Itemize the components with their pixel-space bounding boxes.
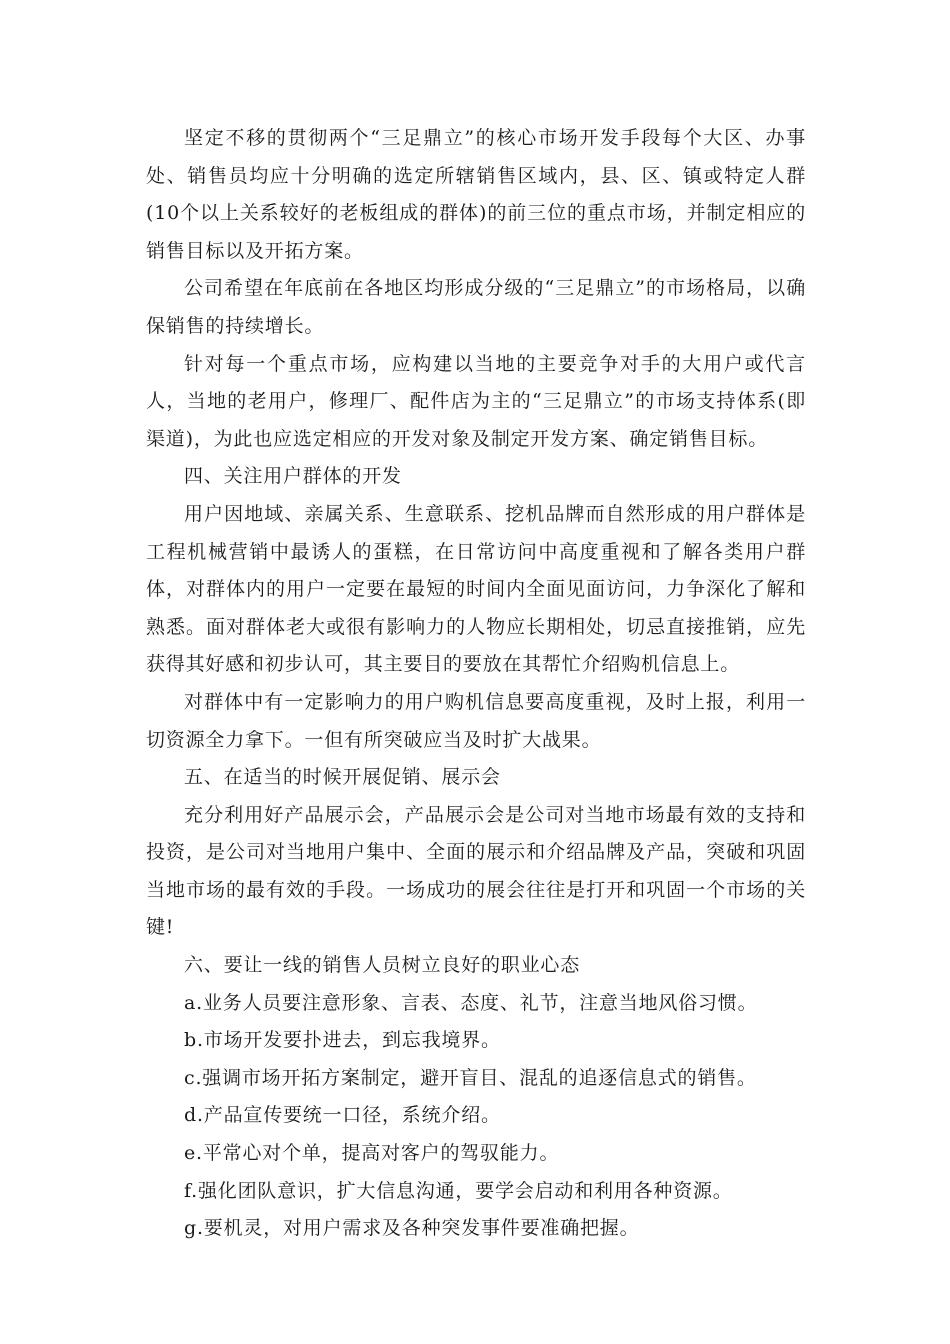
- list-item: d.产品宣传要统一口径，系统介绍。: [184, 1104, 501, 1127]
- paragraph: 公司希望在年底前在各地区均形成分级的“三足鼎立”的市场格局，以确保销售的持续增长。: [146, 277, 806, 337]
- paragraph: 用户因地域、亲属关系、生意联系、挖机品牌而自然形成的用户群体是工程机械营销中最诱人的蛋糕，在日常访问中高度重视和了解各类用户群体，对群体内的用户一定要在最短的时间内全面见面访问，力争深化了解和熟悉。面对群体老大或很有影响力的人物应长期相处，切忌直接推销，应先获得其好感和初步认可，其主要目的要放在其帮忙介绍购机信息上。: [146, 502, 806, 676]
- list-item: b.市场开发要扑进去，到忘我境界。: [184, 1029, 501, 1052]
- paragraph: 充分利用好产品展示会，产品展示会是公司对当地市场最有效的支持和投资，是公司对当地用户集中、全面的展示和介绍品牌及产品，突破和巩固当地市场的最有效的手段。一场成功的展会往往是打开和巩固一个市场的关键!: [146, 803, 806, 939]
- list-item: f.强化团队意识，扩大信息沟通，要学会启动和利用各种资源。: [184, 1179, 733, 1202]
- section-heading: 五、在适当的时候开展促销、展示会: [184, 766, 501, 789]
- section-heading: 四、关注用户群体的开发: [184, 465, 402, 488]
- paragraph: 对群体中有一定影响力的用户购机信息要高度重视，及时上报，利用一切资源全力拿下。一但有所突破应当及时扩大战果。: [146, 690, 806, 751]
- list-item: a.业务人员要注意形象、言表、态度、礼节，注意当地风俗习惯。: [184, 991, 758, 1014]
- document-body: [146, 120, 806, 1248]
- list-item: e.平常心对个单，提高对客户的驾驭能力。: [184, 1142, 560, 1165]
- section-heading: 六、要让一线的销售人员树立良好的职业心态: [184, 954, 581, 977]
- paragraph: 坚定不移的贯彻两个“三足鼎立”的核心市场开发手段每个大区、办事处、销售员均应十分明确的选定所辖销售区域内，县、区、镇或特定人群(10个以上关系较好的老板组成的群体)的前三位的重点市场，并制定相应的销售目标以及开拓方案。: [146, 127, 806, 262]
- list-item: c.强调市场开拓方案制定，避开盲目、混乱的追逐信息式的销售。: [184, 1066, 757, 1089]
- list-item: g.要机灵，对用户需求及各种突发事件要准确把握。: [184, 1217, 640, 1240]
- paragraph: 针对每一个重点市场，应构建以当地的主要竞争对手的大用户或代言人，当地的老用户，修理厂、配件店为主的“三足鼎立”的市场支持体系(即渠道)，为此也应选定相应的开发对象及制定开发方案、确定销售目标。: [146, 352, 806, 450]
